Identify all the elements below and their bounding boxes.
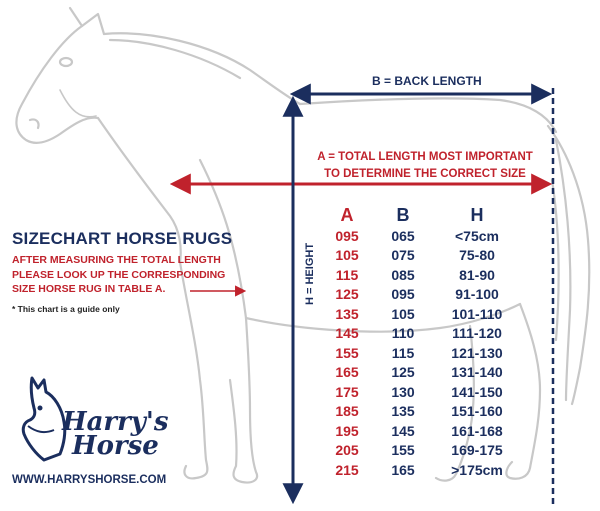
instructions [12, 253, 225, 297]
size-table [320, 204, 522, 480]
cell-h: 121-130 [451, 344, 503, 361]
cell-h: 111-120 [452, 325, 502, 342]
table-row [320, 343, 522, 363]
cell-b: 075 [391, 247, 415, 264]
cell-h: 81-90 [459, 266, 495, 283]
table-row [320, 460, 522, 480]
cell-h: 169-175 [451, 442, 503, 459]
header-h: H [470, 204, 484, 225]
table-row [320, 285, 522, 305]
cell-a: 125 [335, 286, 359, 303]
cell-a: 105 [335, 247, 359, 264]
cell-h: 131-140 [451, 364, 503, 381]
table-row [320, 363, 522, 383]
total-length-label-line1: A = TOTAL LENGTH MOST IMPORTANT [317, 151, 533, 163]
cell-b: 115 [391, 344, 415, 361]
table-row [320, 402, 522, 422]
back-length-label: B = BACK LENGTH [372, 74, 482, 88]
cell-b: 095 [391, 286, 415, 303]
table-row [320, 421, 522, 441]
cell-a: 165 [335, 364, 359, 381]
instruction-line-1: AFTER MEASURING THE TOTAL LENGTH [12, 254, 221, 266]
cell-a: 135 [335, 305, 359, 322]
table-row [320, 226, 522, 246]
cell-a: 215 [335, 461, 359, 478]
cell-a: 175 [335, 383, 359, 400]
cell-a: 095 [335, 227, 359, 244]
header-b: B [396, 204, 410, 225]
table-row [320, 324, 522, 344]
cell-h: 151-160 [451, 403, 503, 420]
cell-a: 145 [335, 325, 359, 342]
cell-a: 185 [335, 403, 359, 420]
cell-h: 161-168 [451, 422, 503, 439]
cell-h: <75cm [455, 227, 499, 244]
logo-wordmark [62, 407, 169, 461]
size-table-header [320, 204, 522, 226]
cell-a: 205 [335, 442, 359, 459]
logo-line-2: Horse [72, 431, 159, 461]
logo-line-1: Harry's [62, 407, 169, 437]
guide-note: * This chart is a guide only [12, 304, 120, 314]
cell-b: 165 [391, 461, 415, 478]
cell-b: 105 [391, 305, 415, 322]
instruction-line-2: PLEASE LOOK UP THE CORRESPONDING [12, 268, 226, 281]
cell-b: 155 [391, 442, 415, 459]
cell-b: 125 [391, 364, 415, 381]
cell-b: 145 [391, 422, 415, 439]
cell-b: 135 [391, 403, 415, 420]
cell-a: 115 [335, 266, 359, 283]
total-length-label [300, 149, 550, 183]
cell-b: 110 [391, 325, 415, 342]
header-a: A [340, 204, 354, 225]
table-row [320, 304, 522, 324]
cell-b: 085 [391, 266, 415, 283]
cell-b: 065 [391, 227, 415, 244]
cell-h: 101-110 [451, 305, 503, 322]
cell-h: >175cm [451, 461, 503, 478]
website-url: WWW.HARRYSHORSE.COM [12, 474, 167, 486]
cell-b: 130 [391, 383, 415, 400]
table-row [320, 265, 522, 285]
harrys-horse-logo [14, 374, 194, 466]
cell-a: 155 [335, 344, 359, 361]
cell-h: 91-100 [455, 286, 499, 303]
total-length-label-line2: TO DETERMINE THE CORRECT SIZE [324, 168, 526, 180]
instruction-line-3: SIZE HORSE RUG IN TABLE A. [12, 283, 166, 295]
cell-h: 75-80 [459, 247, 495, 264]
page-title: SIZECHART HORSE RUGS [12, 229, 233, 248]
cell-a: 195 [335, 422, 359, 439]
table-row [320, 246, 522, 266]
table-row [320, 441, 522, 461]
table-row [320, 382, 522, 402]
height-label: H = HEIGHT [304, 242, 316, 305]
cell-h: 141-150 [451, 383, 503, 400]
